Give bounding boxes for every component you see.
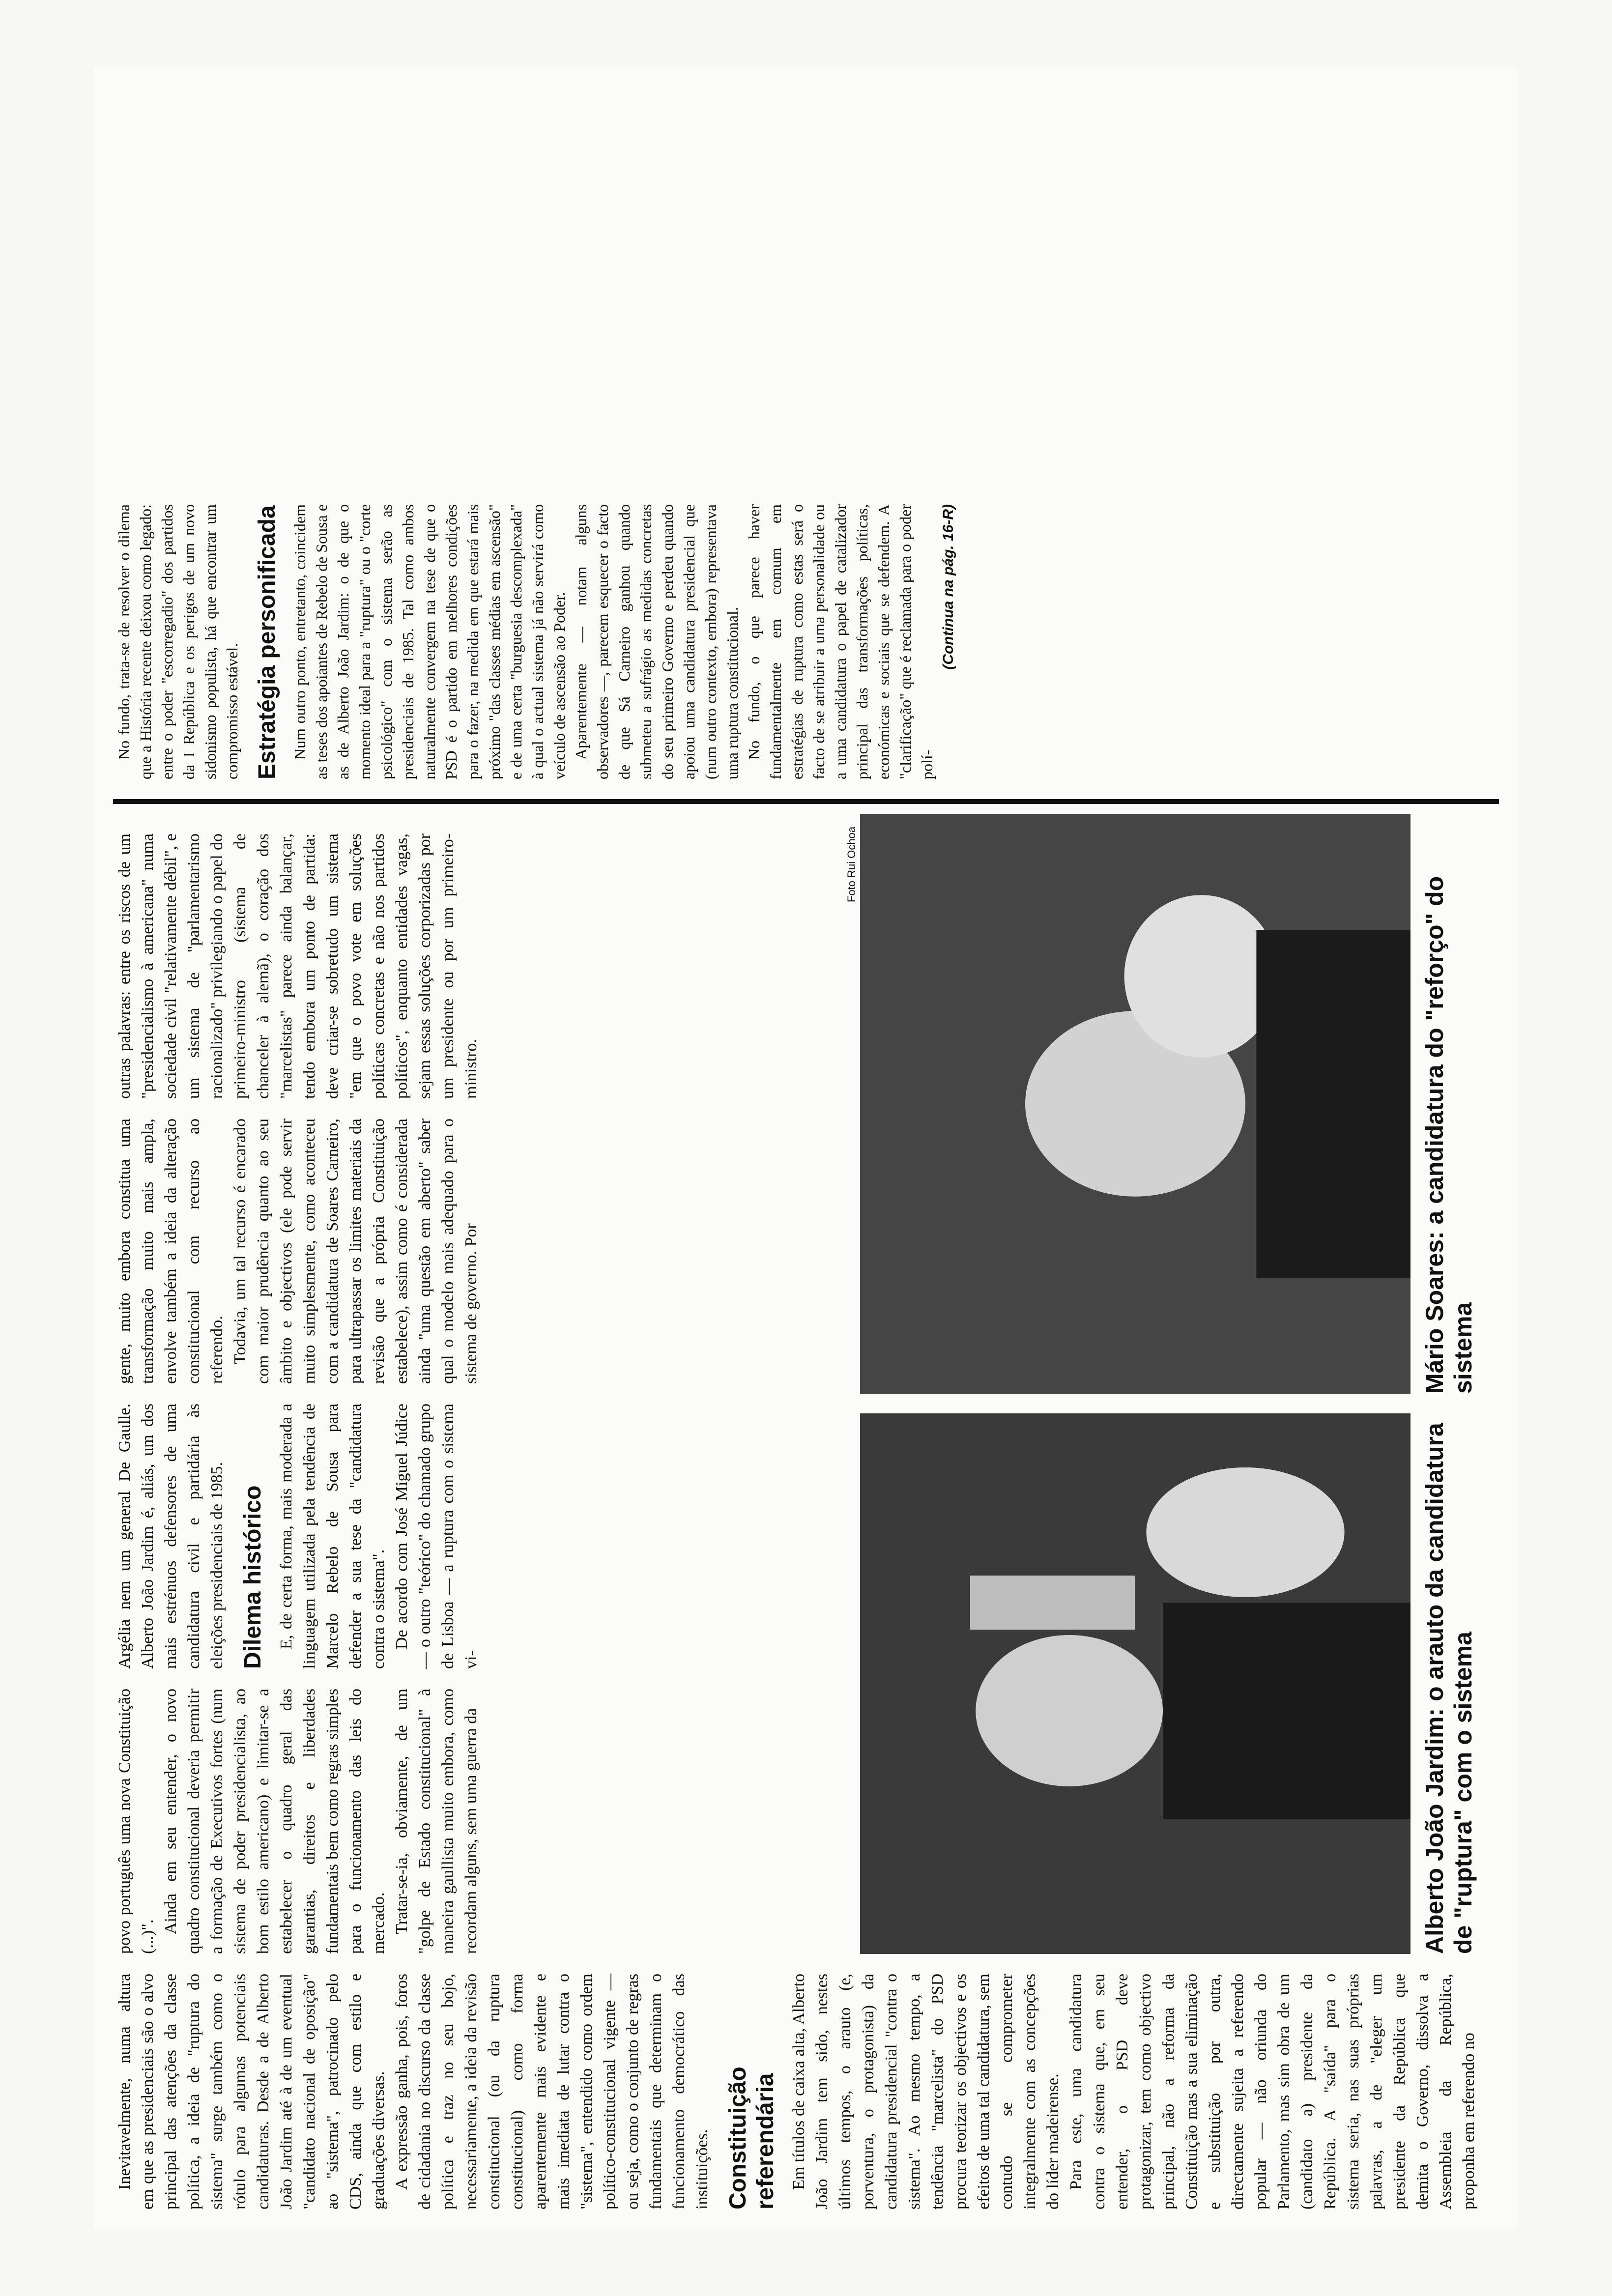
paragraph: No fundo, o que parece haver fundamentalmente em comum em estratégias de ruptura como estas será o facto de se atribuir a uma personalidade ou a uma candidatura o papel de catalizador principal das transformações políticas, económicas e sociais que se defendem. A "clarificação" que é reclamada para o poder polí- [745, 504, 936, 779]
paragraph: No fundo, trata-se de resolver o dilema que a História recente deixou como legado: entre o poder "escorregadio" dos partidos da I República e os perigos de um novo sidonismo populista, há que encontrar um compromisso estável. [115, 504, 241, 779]
paragraph: outras palavras: entre os riscos de um "presidencialismo à americana" numa sociedade civil "relativamente débil", e um sistema de "parlamentarismo racionalizado" privilegiando o papel do primeiro-ministro (sistema de chanceler à alemã), o coração dos "marcelistas" parece ainda balançar, tendo embora um ponto de partida: deve criar-se sobretudo um sistema "em que o povo vote em soluções políticas concretas e não nos partidos políticos", enquanto entidades vagas, sejam essas soluções corporizadas por um presidente ou por um primeiro-ministro. [115, 833, 480, 1099]
paragraph: gente, muito embora constitua uma transformação muito mais ampla, envolve também a ideia da alteração constitucional com recurso ao referendo. [115, 1119, 226, 1384]
paragraph: Num outro ponto, entretanto, coincidem as teses dos apoiantes de Rebelo de Sousa e as de Alberto João Jardim: o de que o momento ideal para a "ruptura" ou o "corte psicológico" com o sistema serão as presidenciais de 1985. Tal como ambos naturalmente convergem na tese de que o PSD é o partido em melhores condições para o fazer, na medida em que estará mais próximo "das classes médias em ascensão" e de uma certa "burguesia descomplexada" à qual o actual sistema já não servirá como veículo de ascensão ao Poder. [291, 504, 568, 779]
paragraph: Argélia nem um general De Gaulle. Alberto João Jardim é, aliás, um dos mais estrénuos defensores de uma candidatura civil e partidária às eleições presidenciais de 1985. [115, 1404, 226, 1669]
paragraph: Tratar-se-ia, obviamente, de um "golpe de Estado constitucional" à maneira gaullista muito embora, como recordam alguns, sem uma guerra da [393, 1689, 480, 1954]
paragraph: De acordo com José Miguel Júdice — o outro "teórico" do chamado grupo de Lisboa — a ruptura com o sistema vi- [393, 1404, 480, 1669]
column-divider [113, 799, 1499, 804]
paragraph: Em títulos de caixa alta, Alberto João Jardim tem sido, nestes últimos tempos, o arauto (e, porventura, o protagonista) da candidatura presidencial "contra o sistema". Ao mesmo tempo, a tendência "marcelista" do PSD procura teorizar os objectivos e os efeitos de uma tal candidatura, sem contudo se comprometer integralmente com as concepções do líder madeirense. [790, 1974, 1062, 2210]
subheading: Constituição referendária [725, 2066, 778, 2210]
article-column-2 [113, 1689, 483, 1954]
article-column-5 [113, 833, 483, 1099]
paragraph: Aparentemente — notam alguns observadores —, parecem esquecer o facto de que Sá Carneiro ganhou quando submeteu a sufrágio as medidas concretas do seu primeiro Governo e perdeu quando apoiou uma candidatura presidencial que (num outro contexto, embora) representava uma ruptura constitucional. [572, 504, 741, 779]
subheading: Estratégia personificada [254, 505, 280, 779]
paragraph: Inevitavelmente, numa altura em que as presidenciais são o alvo principal das atenções da classe política, a ideia de "ruptura do sistema" surge também como o rótulo para algumas potenciais candidaturas. Desde a de Alberto João Jardim até à de um eventual "candidato nacional de oposição" ao "sistema", patrocinado pelo CDS, ainda que com estilo e graduações diversas. [115, 1974, 388, 2210]
paragraph: Ainda em seu entender, o novo quadro constitucional deveria permitir a formação de Executivos fortes (num sistema de poder presidencialista, ao bom estilo americano) e limitar-se a estabelecer o quadro geral das garantias, direitos e liberdades fundamentais bem como regras simples para o funcionamento das leis do mercado. [162, 1689, 388, 1954]
article-column-3 [113, 1404, 483, 1669]
paragraph: Todavia, um tal recurso é encarado com maior prudência quanto ao seu âmbito e objectivos (ele pode servir muito simplesmente, como aconteceu com a candidatura de Soares Carneiro, para ultrapassar os limites materiais da revisão que a própria Constituição estabelece), assim como é considerada ainda "uma questão em aberto" saber qual o modelo mais adequado para o sistema de governo. Por [231, 1119, 480, 1384]
continued-note: (Continua na pág. 16-R) [940, 504, 956, 670]
rotated-article-sheet [93, 67, 1519, 2229]
caption-jardim: Alberto João Jardim: o arauto da candidatura de "ruptura" com o sistema [1421, 1423, 1477, 1954]
subheading: Dilema histórico [240, 1485, 266, 1669]
caption-soares: Mário Soares: a candidatura do "reforço" do sistema [1421, 876, 1477, 1394]
photo-credit: Foto Rui Ochoa [845, 826, 858, 902]
article-column-1 [113, 1974, 1480, 2210]
photo-alberto-joao-jardim [860, 1413, 1410, 1954]
photo-mario-soares [860, 814, 1410, 1394]
paragraph: E, de certa forma, mais moderada a linguagem utilizada pela tendência de Marcelo Rebelo de Sousa para defender a sua tese da "candidatura contra o sistema". [277, 1404, 388, 1669]
article-column-4 [113, 1119, 483, 1384]
article-column-6 [113, 504, 959, 779]
paragraph: A expressão ganha, pois, foros de cidadania no discurso da classe política e traz no seu bojo, necessariamente, a ideia da revisão constitucional (ou da ruptura constitucional) como forma aparentemente mais evidente e mais imediata de lutar contra o "sistema", entendido como ordem político-constitucional vigente — ou seja, como o conjunto de regras fundamentais que determinam o funcionamento democrático das instituições. [393, 1974, 711, 2210]
paragraph: Para este, uma candidatura contra o sistema que, em seu entender, o PSD deve protagonizar, tem como objectivo principal, não a reforma da Constituição mas a sua eliminação e substituição por outra, directamente sujeita a referendo popular — não oriunda do Parlamento, mas sim obra de um (candidato a) presidente da República. A "saída" para o sistema seria, nas suas próprias palavras, a de "eleger um presidente da República que demita o Governo, dissolva a Assembleia da República, proponha em referendo no [1067, 1974, 1478, 2210]
paragraph: povo português uma nova Constituição (...)". [115, 1689, 157, 1954]
